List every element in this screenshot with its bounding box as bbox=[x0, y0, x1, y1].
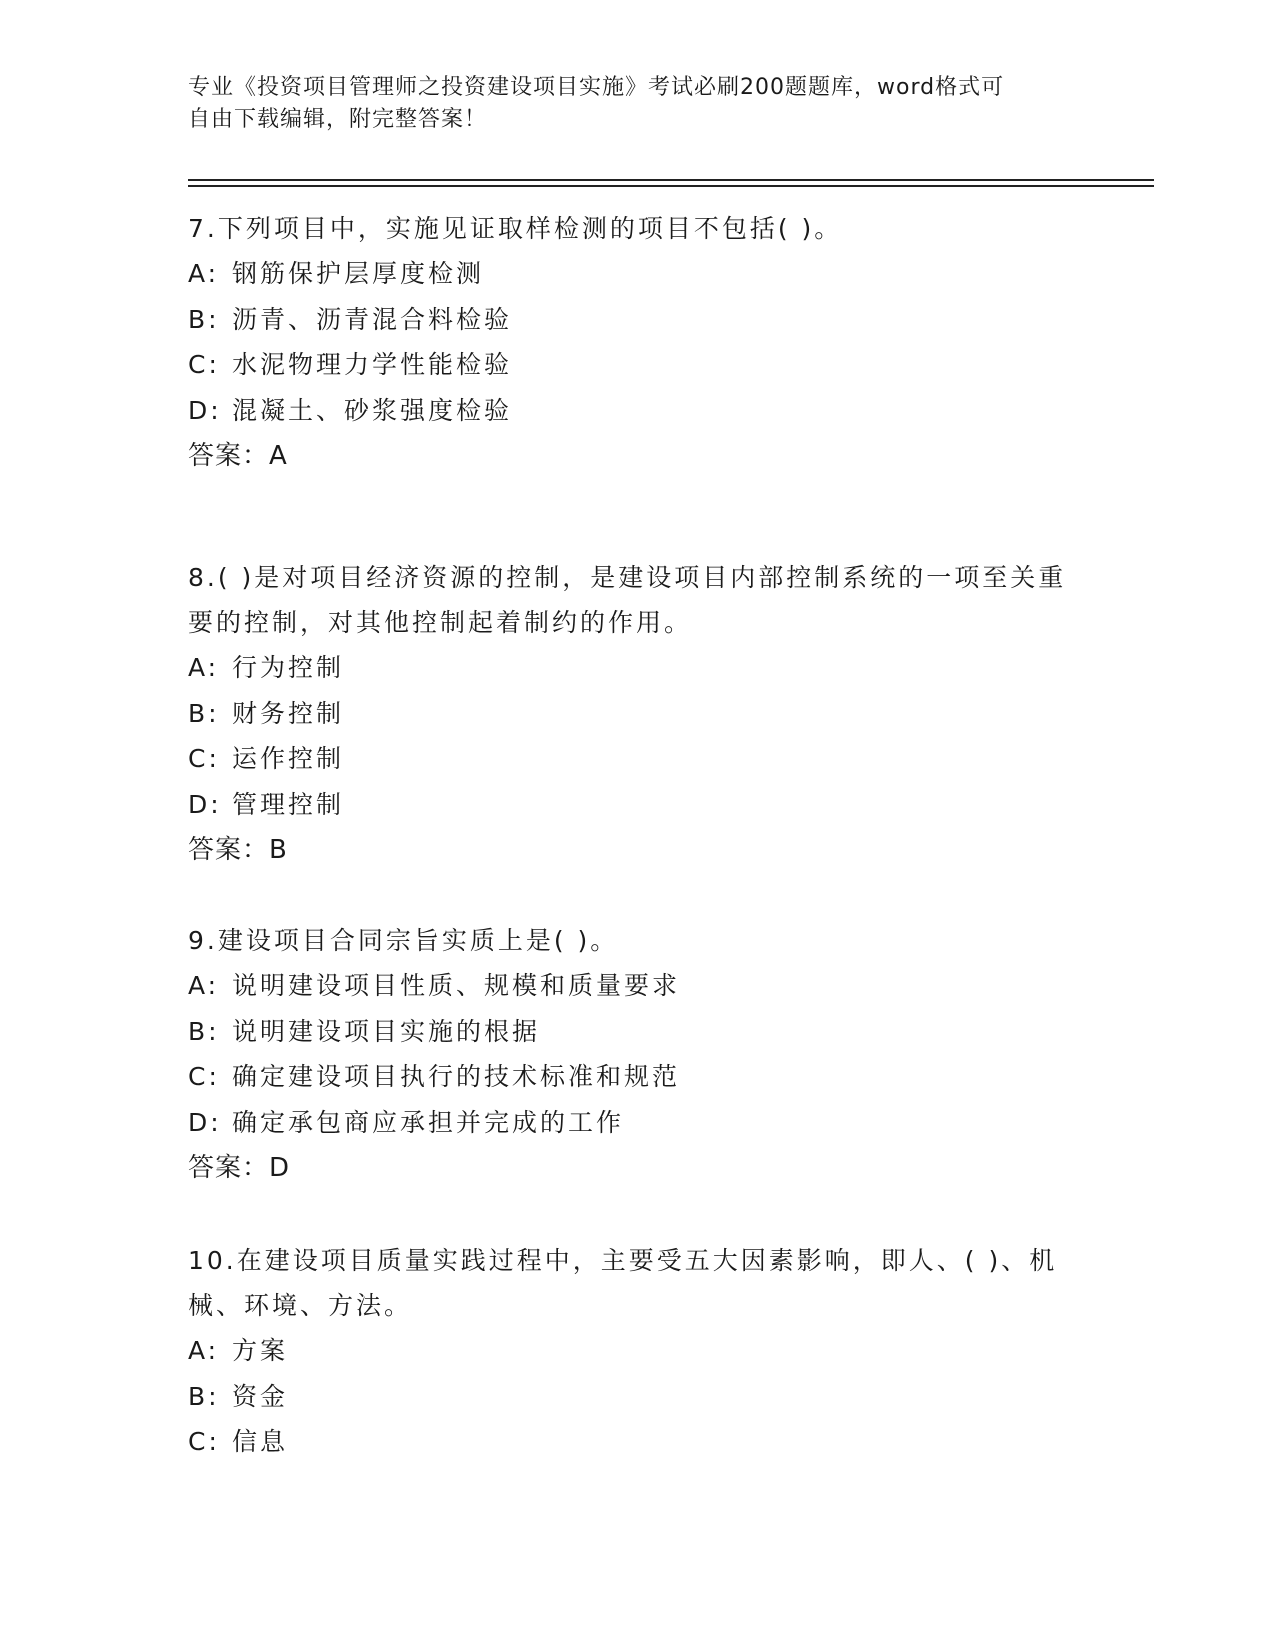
option-a bbox=[188, 251, 1088, 297]
option-c bbox=[188, 736, 1088, 782]
option-key: C: bbox=[188, 1062, 220, 1091]
option-key: A: bbox=[188, 971, 220, 1000]
option-key: D: bbox=[188, 789, 222, 819]
header-line-2: 自由下载编辑，附完整答案！ bbox=[188, 107, 488, 132]
option-text: 水泥物理力学性能检验 bbox=[232, 350, 513, 379]
option-key: B: bbox=[188, 1016, 220, 1046]
option-text: 财务控制 bbox=[232, 698, 345, 728]
option-text: 说明建设项目实施的根据 bbox=[232, 1016, 541, 1046]
option-key: A: bbox=[188, 1336, 220, 1365]
header-line-1: 专业《投资项目管理师之投资建设项目实施》考试必刷200题题库，word格式可 bbox=[188, 75, 1005, 100]
option-text: 运作控制 bbox=[232, 744, 345, 773]
option-key: B: bbox=[188, 698, 220, 728]
option-key: D: bbox=[188, 1107, 222, 1137]
question-stem: 8.( )是对项目经济资源的控制，是建设项目内部控制系统的一项至关重要的控制，对其他控制起着制约的作用。 bbox=[188, 563, 1067, 637]
question-stem: 9.建设项目合同宗旨实质上是( )。 bbox=[188, 926, 619, 955]
option-d bbox=[188, 782, 1088, 828]
option-a bbox=[188, 1328, 1088, 1374]
option-text: 沥青、沥青混合料检验 bbox=[232, 304, 513, 334]
option-key: B: bbox=[188, 1381, 220, 1411]
header-divider-bottom bbox=[188, 185, 1154, 187]
option-text: 钢筋保护层厚度检测 bbox=[232, 259, 485, 288]
option-b bbox=[188, 691, 1088, 737]
option-text: 资金 bbox=[232, 1381, 289, 1411]
option-text: 信息 bbox=[232, 1427, 289, 1456]
question-stem: 7.下列项目中，实施见证取样检测的项目不包括( )。 bbox=[188, 214, 843, 243]
option-key: A: bbox=[188, 653, 220, 682]
option-key: C: bbox=[188, 350, 220, 379]
option-d bbox=[188, 388, 1088, 434]
answer: 答案：B bbox=[188, 835, 288, 865]
option-b bbox=[188, 1374, 1088, 1420]
option-b bbox=[188, 1009, 1088, 1055]
option-text: 确定建设项目执行的技术标准和规范 bbox=[232, 1062, 681, 1091]
option-key: C: bbox=[188, 1427, 220, 1456]
option-c bbox=[188, 1054, 1088, 1100]
answer: 答案：A bbox=[188, 441, 288, 471]
question-8 bbox=[188, 555, 1088, 873]
document-header bbox=[188, 72, 1068, 136]
option-d bbox=[188, 1100, 1088, 1146]
option-text: 行为控制 bbox=[232, 653, 345, 682]
option-c bbox=[188, 342, 1088, 388]
option-key: A: bbox=[188, 259, 220, 288]
option-key: D: bbox=[188, 395, 222, 425]
option-text: 方案 bbox=[232, 1336, 289, 1365]
question-stem: 10.在建设项目质量实践过程中，主要受五大因素影响，即人、( )、机械、环境、方法。 bbox=[188, 1246, 1058, 1320]
header-divider-top bbox=[188, 179, 1154, 181]
option-a bbox=[188, 645, 1088, 691]
option-text: 说明建设项目性质、规模和质量要求 bbox=[232, 971, 681, 1000]
option-c bbox=[188, 1419, 1088, 1465]
option-text: 确定承包商应承担并完成的工作 bbox=[232, 1107, 625, 1137]
option-text: 混凝土、砂浆强度检验 bbox=[232, 395, 513, 425]
option-text: 管理控制 bbox=[232, 789, 345, 819]
option-b bbox=[188, 297, 1088, 343]
question-9 bbox=[188, 918, 1088, 1191]
option-key: C: bbox=[188, 744, 220, 773]
answer: 答案：D bbox=[188, 1153, 291, 1183]
question-10 bbox=[188, 1238, 1088, 1465]
question-7 bbox=[188, 206, 1088, 479]
option-key: B: bbox=[188, 304, 220, 334]
option-a bbox=[188, 963, 1088, 1009]
